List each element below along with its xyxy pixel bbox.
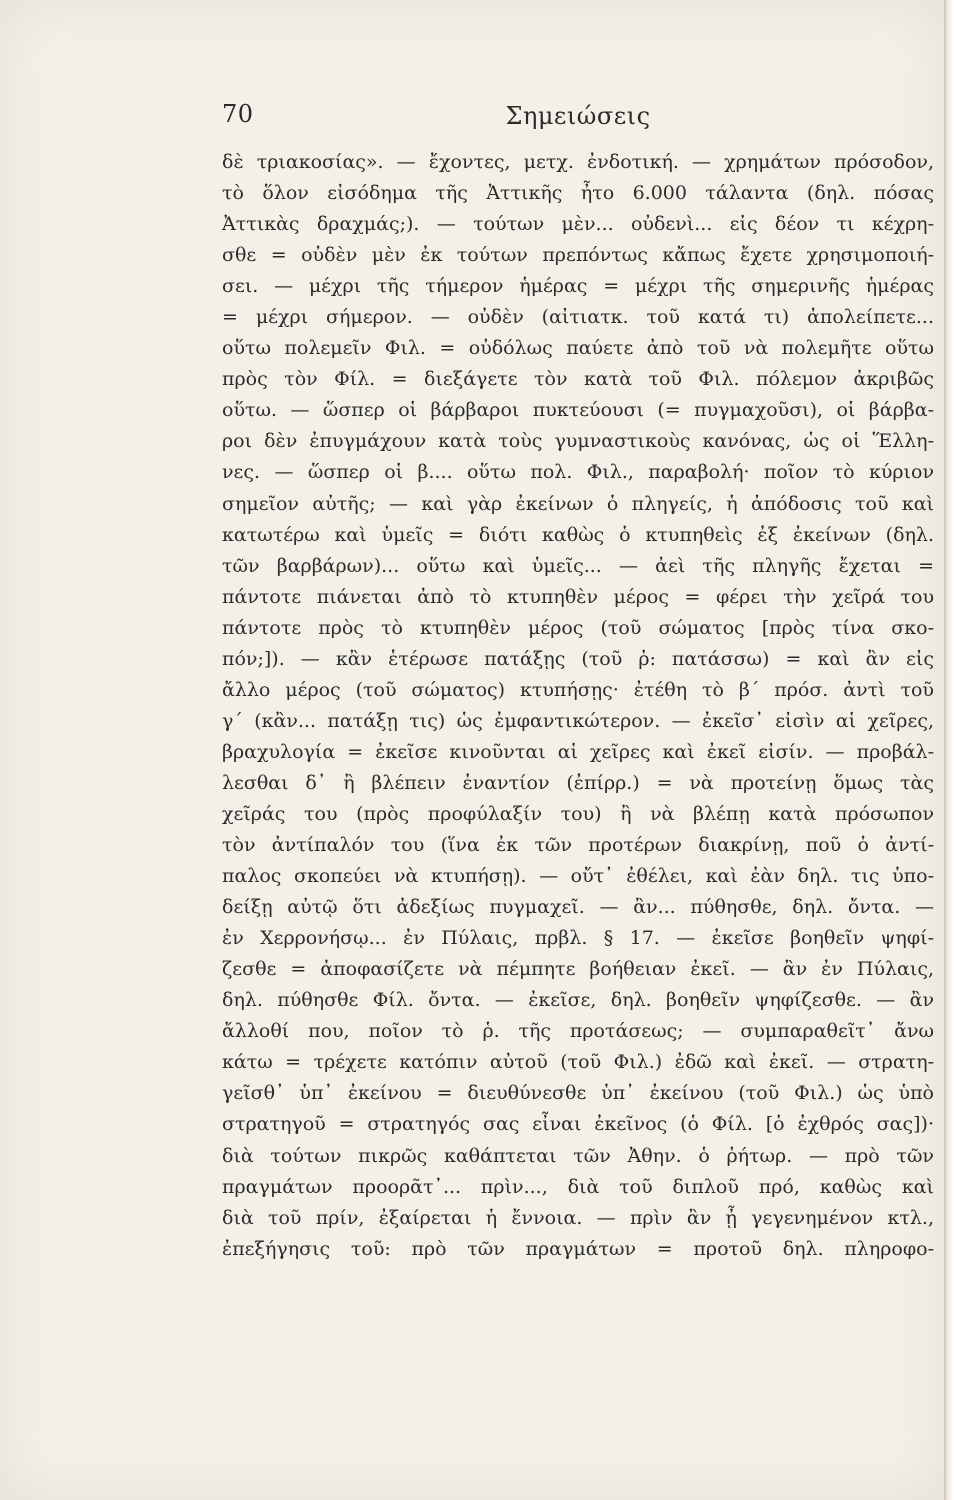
text-line: λεσθαι δ᾽ ἢ βλέπειν ἐναντίον (ἐπίρρ.) = νὰ προτείνῃ ὅμως τὰς xyxy=(222,771,934,794)
text-line: σημεῖον αὐτῆς; — καὶ γὰρ ἐκείνων ὁ πληγείς, ἡ ἀπόδοσις τοῦ καὶ xyxy=(222,492,934,515)
text-line: γ΄ (κἂν... πατάξῃ τις) ὡς ἐμφαντικώτερον. — ἐκεῖσ᾽ εἰσὶν αἱ χεῖρες, xyxy=(222,709,934,732)
text-line: ἄλλο μέρος (τοῦ σώματος) κτυπήσῃς· ἐτέθη τὸ β΄ πρόσ. ἀντὶ τοῦ xyxy=(222,678,934,701)
text-line: οὕτω. — ὥσπερ οἱ βάρβαροι πυκτεύουσι (= πυγμαχοῦσι), οἱ βάρβα- xyxy=(222,399,934,422)
text-line: δείξῃ αὐτῷ ὅτι ἀδεξίως πυγμαχεῖ. — ἂν... πύθησθε, δηλ. ὄντα. — xyxy=(222,896,934,919)
text-line: παλος σκοπεύει νὰ κτυπήσῃ). — οὔτ᾽ ἐθέλει, καὶ ἐὰν δηλ. τις ὑπο- xyxy=(222,865,934,888)
text-line: βραχυλογία = ἐκεῖσε κινοῦνται αἱ χεῖρες καὶ ἐκεῖ εἰσίν. — προβάλ- xyxy=(222,740,934,763)
text-line: σει. — μέχρι τῆς τήμερον ἡμέρας = μέχρι τῆς σημερινῆς ἡμέρας xyxy=(222,275,934,298)
text-line: πραγμάτων προορᾶτ᾽... πρὶν..., διὰ τοῦ διπλοῦ πρό, καθὼς καὶ xyxy=(222,1175,934,1198)
body-text xyxy=(222,147,934,1265)
text-line: τὸ ὅλον εἰσόδημα τῆς Ἀττικῆς ἦτο 6.000 τάλαντα (δηλ. πόσας xyxy=(222,182,934,205)
text-line: πόν;]). — κἂν ἑτέρωσε πατάξῃς (τοῦ ῥ: πατάσσω) = καὶ ἂν εἰς xyxy=(222,647,934,670)
text-line: πάντοτε πιάνεται ἀπὸ τὸ κτυπηθὲν μέρος = φέρει τὴν χεῖρά του xyxy=(222,585,934,608)
text-line: σθε = οὐδὲν μὲν ἐκ τούτων πρεπόντως κἄπως ἔχετε χρησιμοποιή- xyxy=(222,244,934,267)
page-edge xyxy=(944,0,954,1500)
text-line: πάντοτε πρὸς τὸ κτυπηθὲν μέρος (τοῦ σώματος [πρὸς τίνα σκο- xyxy=(222,616,934,639)
text-line: τὸν ἀντίπαλόν του (ἵνα ἐκ τῶν προτέρων διακρίνῃ, ποῦ ὁ ἀντί- xyxy=(222,834,934,857)
text-line: = μέχρι σήμερον. — οὐδὲν (αἰτιατκ. τοῦ κατά τι) ἀπολείπετε... xyxy=(222,306,934,329)
text-line: ἄλλοθί που, ποῖον τὸ ῥ. τῆς προτάσεως; — συμπαραθεῖτ᾽ ἄνω xyxy=(222,1020,934,1043)
page-header xyxy=(222,100,934,134)
running-title: Σημειώσεις xyxy=(505,102,651,130)
text-line: ροι δὲν ἐπυγμάχουν κατὰ τοὺς γυμναστικοὺς κανόνας, ὡς οἱ Ἕλλη- xyxy=(222,430,934,453)
text-line: δὲ τριακοσίας». — ἔχοντες, μετχ. ἐνδοτική. — χρημάτων πρόσοδον, xyxy=(222,151,934,173)
text-line: τῶν βαρβάρων)... οὕτω καὶ ὑμεῖς... — ἀεὶ τῆς πληγῆς ἔχεται = xyxy=(222,554,934,577)
text-line: ἐν Χερρονήσῳ... ἐν Πύλαις, πρβλ. § 17. — ἐκεῖσε βοηθεῖν ψηφί- xyxy=(222,927,934,950)
text-line: κάτω = τρέχετε κατόπιν αὐτοῦ (τοῦ Φιλ.) ἐδῶ καὶ ἐκεῖ. — στρατη- xyxy=(222,1051,934,1074)
text-line: οὕτω πολεμεῖν Φιλ. = οὐδόλως παύετε ἀπὸ τοῦ νὰ πολεμῆτε οὕτω xyxy=(222,337,934,360)
text-line: ἐπεξήγησις τοῦ: πρὸ τῶν πραγμάτων = προτοῦ δηλ. πληροφο- xyxy=(222,1237,934,1260)
text-line: Ἀττικὰς δραχμάς;). — τούτων μὲν... οὐδενὶ... εἰς δέον τι κέχρη- xyxy=(222,213,934,236)
text-line: νες. — ὥσπερ οἱ β.... οὕτω πολ. Φιλ., παραβολή· ποῖον τὸ κύριον xyxy=(222,461,934,484)
text-line: ζεσθε = ἀποφασίζετε νὰ πέμπητε βοήθειαν ἐκεῖ. — ἂν ἐν Πύλαις, xyxy=(222,958,934,981)
text-line: κατωτέρω καὶ ὑμεῖς = διότι καθὼς ὁ κτυπηθεὶς ἐξ ἐκείνων (δηλ. xyxy=(222,523,934,546)
text-line: χεῖράς του (πρὸς προφύλαξίν του) ἢ νὰ βλέπῃ κατὰ πρόσωπον xyxy=(222,802,934,825)
text-line: στρατηγοῦ = στρατηγός σας εἶναι ἐκεῖνος (ὁ Φίλ. [ὁ ἐχθρός σας])· xyxy=(222,1113,934,1136)
text-line: διὰ τούτων πικρῶς καθάπτεται τῶν Ἀθην. ὁ ῥήτωρ. — πρὸ τῶν xyxy=(222,1144,934,1167)
page-number: 70 xyxy=(222,100,254,128)
text-line: διὰ τοῦ πρίν, ἐξαίρεται ἡ ἔννοια. — πρὶν ἂν ᾖ γεγενημένον κτλ., xyxy=(222,1206,934,1229)
text-line: γεῖσθ᾽ ὑπ᾽ ἐκείνου = διευθύνεσθε ὑπ᾽ ἐκείνου (τοῦ Φιλ.) ὡς ὑπὸ xyxy=(222,1082,934,1105)
text-line: δηλ. πύθησθε Φίλ. ὄντα. — ἐκεῖσε, δηλ. βοηθεῖν ψηφίζεσθε. — ἂν xyxy=(222,989,934,1012)
text-line: πρὸς τὸν Φίλ. = διεξάγετε τὸν κατὰ τοῦ Φιλ. πόλεμον ἀκριβῶς xyxy=(222,368,934,391)
